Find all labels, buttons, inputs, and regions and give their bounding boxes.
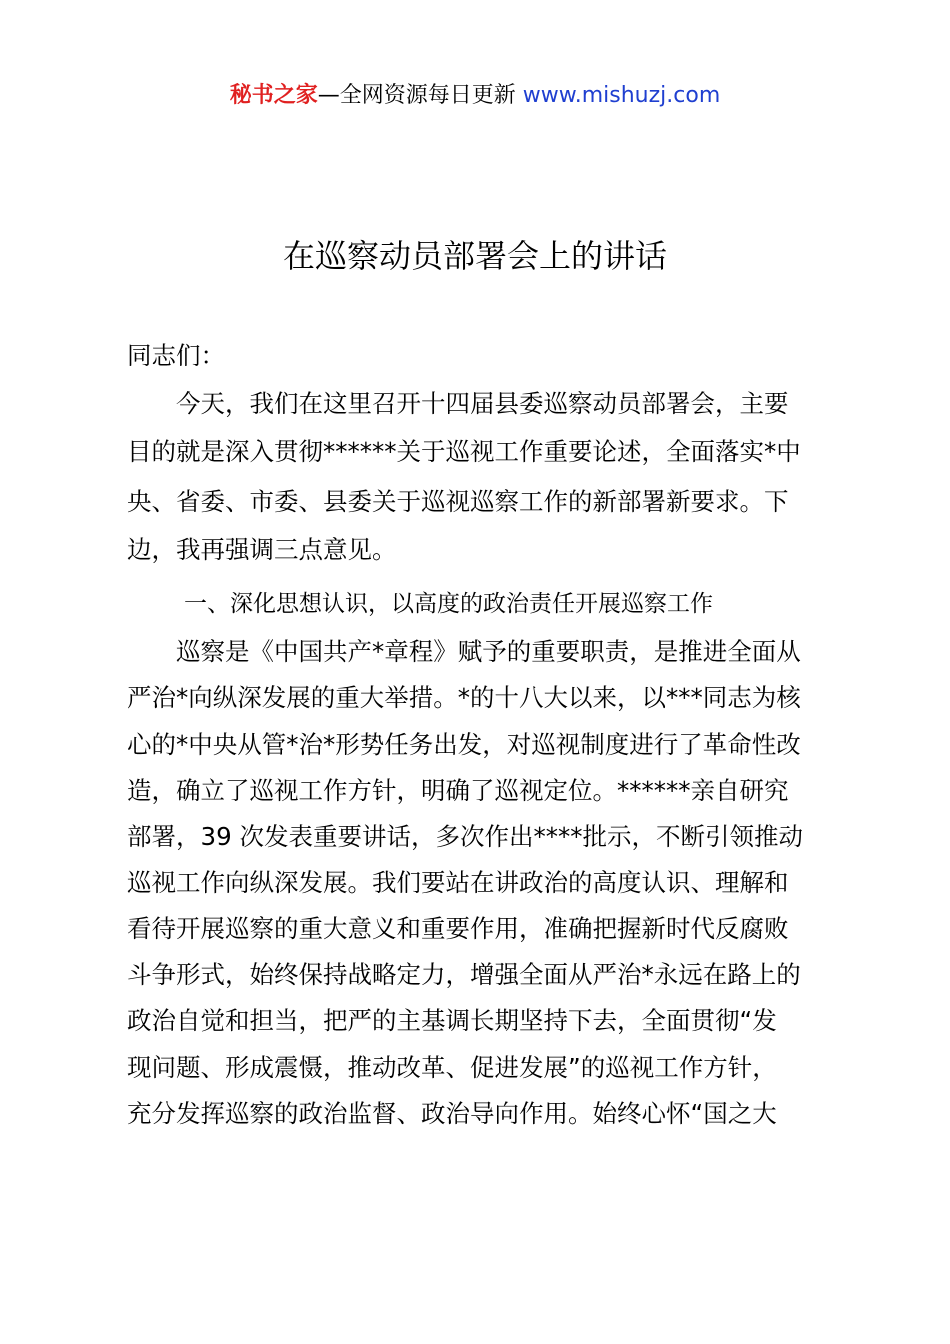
body-line: 目的就是深入贯彻******关于巡视工作重要论述，全面落实*中 <box>127 437 801 466</box>
body-line: 充分发挥巡察的政治监督、政治导向作用。始终心怀“国之大 <box>127 1099 777 1128</box>
site-url-link[interactable]: www.mishuzj.com <box>522 83 721 108</box>
salutation: 同志们： <box>127 341 225 370</box>
body-line: 严治*向纵深发展的重大举措。*的十八大以来，以***同志为核 <box>127 683 801 712</box>
body-line: 边，我再强调三点意见。 <box>127 535 397 564</box>
body-line: 心的*中央从管*治*形势任务出发，对巡视制度进行了革命性改 <box>127 730 801 759</box>
body-line: 造，确立了巡视工作方针，明确了巡视定位。******亲自研究 <box>127 776 789 805</box>
body-line: 现问题、形成震慑，推动改革、促进发展”的巡视工作方针， <box>127 1053 777 1082</box>
body-line: 斗争形式，始终保持战略定力，增强全面从严治*永远在路上的 <box>127 960 801 989</box>
site-tagline: —全网资源每日更新 <box>317 83 516 108</box>
body-line: 政治自觉和担当，把严的主基调长期坚持下去，全面贯彻“发 <box>127 1006 777 1035</box>
body-line: 巡察是《中国共产*章程》赋予的重要职责，是推进全面从 <box>176 637 801 666</box>
site-brand: 秘书之家 <box>229 83 318 108</box>
site-header <box>0 82 950 110</box>
document-title: 在巡察动员部署会上的讲话 <box>282 237 667 275</box>
body-line: 部署，39 次发表重要讲话，多次作出****批示，不断引领推动 <box>127 822 803 851</box>
body-line: 今天，我们在这里召开十四届县委巡察动员部署会，主要 <box>176 389 789 418</box>
body-line: 巡视工作向纵深发展。我们要站在讲政治的高度认识、理解和 <box>127 868 789 897</box>
section-heading: 一、深化思想认识，以高度的政治责任开展巡察工作 <box>184 591 713 617</box>
body-line: 央、省委、市委、县委关于巡视巡察工作的新部署新要求。下 <box>127 487 789 516</box>
body-line: 看待开展巡察的重大意义和重要作用，准确把握新时代反腐败 <box>127 914 789 943</box>
